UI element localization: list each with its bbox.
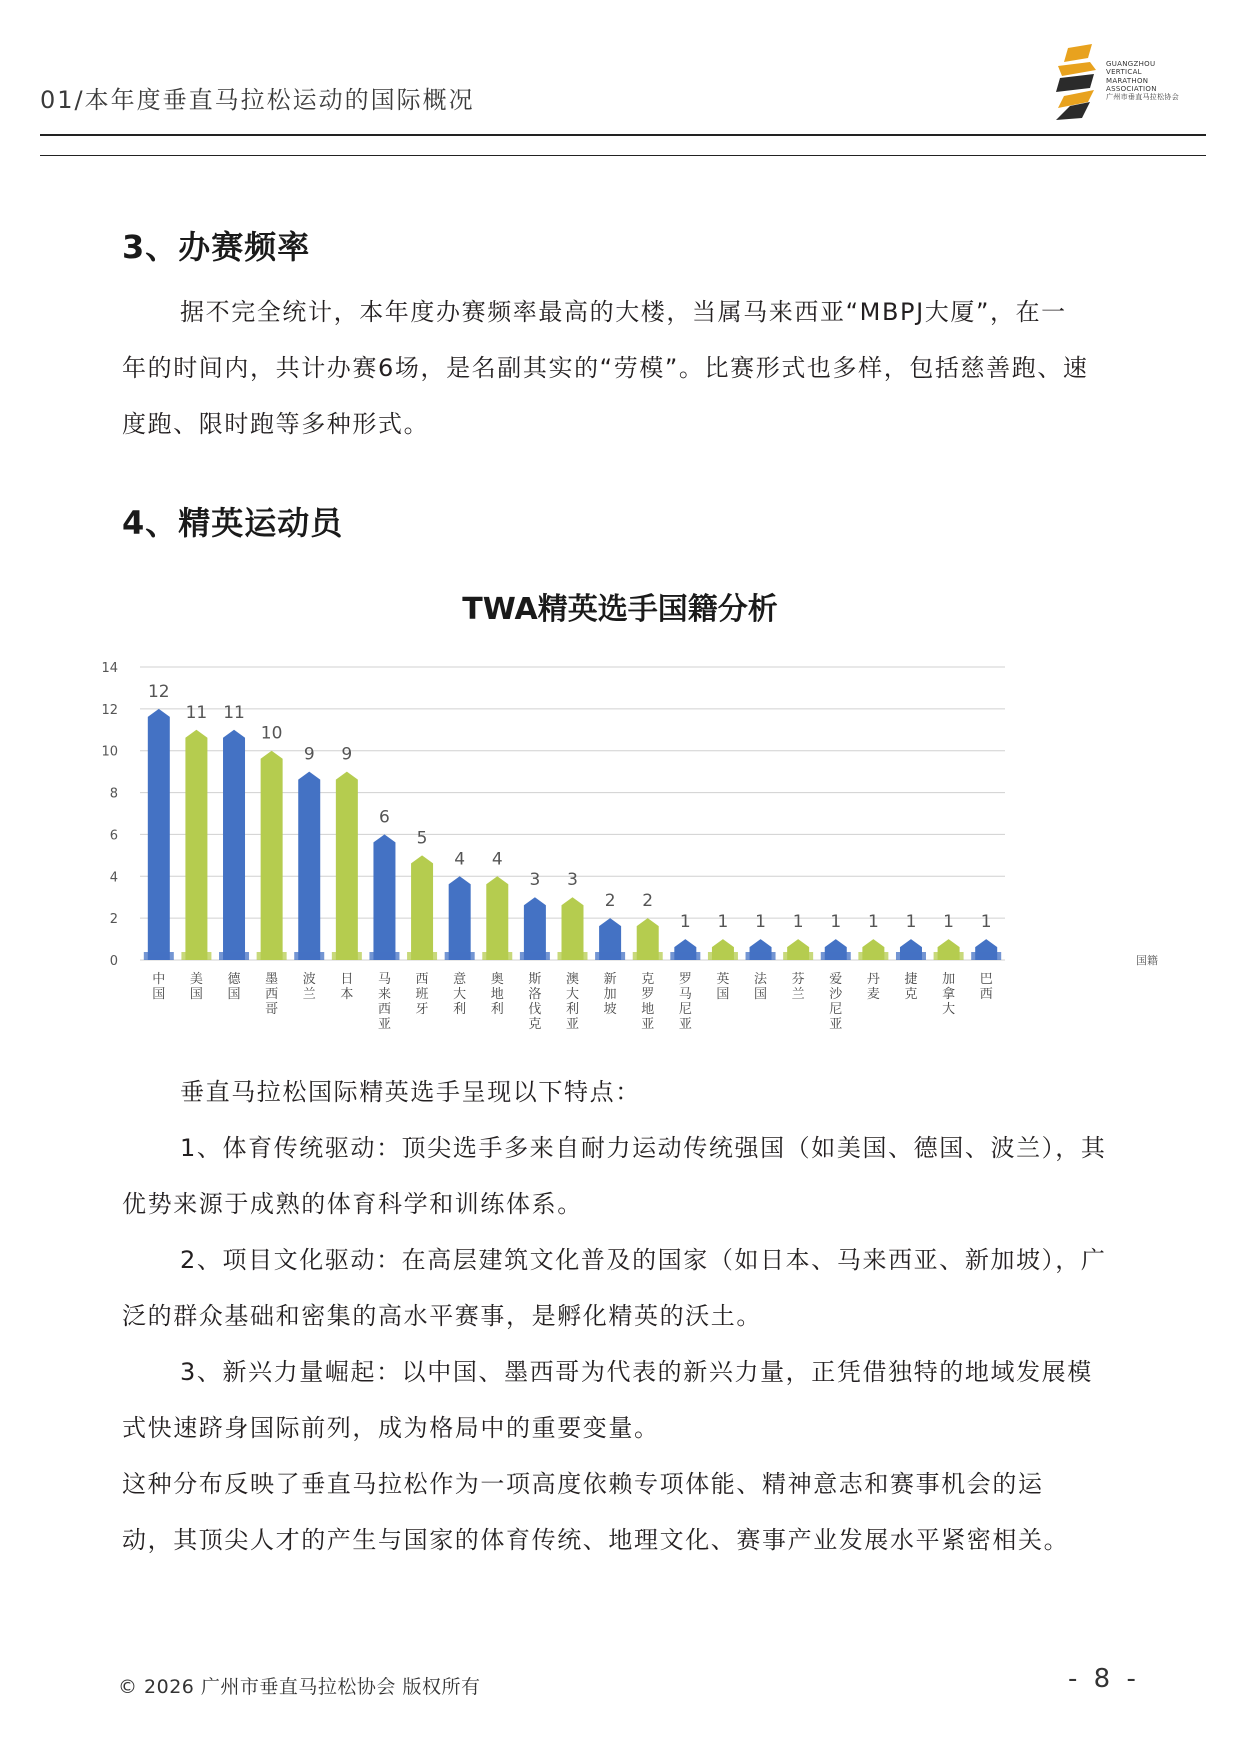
chart-title: TWA精英选手国籍分析 — [462, 592, 778, 627]
nationality-bar-chart — [100, 575, 1160, 1055]
chart-bar — [223, 730, 245, 960]
logo-line: MARATHON — [1106, 76, 1149, 85]
chart-bar-base — [633, 952, 663, 960]
chart-bar-base — [670, 952, 700, 960]
chart-value-label: 1 — [905, 912, 917, 933]
chart-x-tick-label: 美 — [189, 972, 203, 987]
chart-bar — [486, 876, 508, 960]
chart-x-tick-label: 沙 — [829, 987, 843, 1002]
chart-x-tick-label: 利 — [453, 1002, 467, 1017]
chart-bar-base — [858, 952, 888, 960]
chart-x-tick-label: 国 — [227, 987, 241, 1002]
chart-value-label: 3 — [529, 870, 541, 891]
chart-x-tick-label: 奥 — [490, 972, 504, 987]
chart-value-label: 1 — [943, 912, 955, 933]
header-divider — [40, 134, 1206, 136]
analysis-text — [122, 1064, 1112, 1568]
chart-value-label: 11 — [185, 702, 208, 723]
chart-value-label: 12 — [147, 681, 170, 702]
chart-bar-base — [332, 952, 362, 960]
chart-x-tick-label: 法 — [754, 972, 768, 987]
analysis-point-1: 优势来源于成熟的体育科学和训练体系。 — [122, 1190, 583, 1218]
chart-x-tick-label: 利 — [490, 1002, 504, 1017]
chart-x-tick-label: 牙 — [415, 1002, 429, 1017]
paragraph-line: 度跑、限时跑等多种形式。 — [122, 410, 430, 438]
chart-bar-base — [746, 952, 776, 960]
chart-x-tick-label: 西 — [415, 972, 429, 987]
chart-x-tick-label: 爱 — [829, 972, 843, 987]
chart-value-label: 9 — [341, 744, 353, 765]
chart-bar — [148, 709, 170, 960]
chart-x-tick-label: 意 — [453, 972, 467, 987]
chart-x-tick-label: 兰 — [302, 987, 316, 1002]
chart-bar — [336, 772, 358, 960]
chart-value-label: 2 — [642, 891, 654, 912]
chart-x-tick-label: 日 — [340, 972, 354, 987]
chart-x-tick-label: 斯 — [528, 972, 542, 987]
chart-bar-base — [181, 952, 211, 960]
chart-value-label: 1 — [755, 912, 766, 933]
chart-bar — [261, 751, 283, 960]
chart-value-label: 4 — [491, 849, 503, 870]
chart-x-tick-label: 中 — [152, 972, 166, 987]
chart-x-tick-label: 丹 — [866, 972, 880, 987]
footer-copyright: © 2026 广州市垂直马拉松协会 版权所有 — [118, 1676, 481, 1698]
chart-x-tick-label: 亚 — [565, 1017, 580, 1032]
chart-y-axis — [101, 661, 118, 969]
chart-x-tick-label: 国 — [754, 987, 768, 1002]
chart-x-tick-label: 加 — [603, 987, 617, 1002]
chart-bar-base — [783, 952, 813, 960]
chart-x-tick-label: 捷 — [904, 972, 918, 987]
chart-bar-base — [595, 952, 625, 960]
chart-x-tick-label: 大 — [453, 987, 467, 1002]
analysis-point-2: 2、项目文化驱动：在高层建筑文化普及的国家（如日本、马来西亚、新加坡），广 — [180, 1246, 1107, 1274]
header-title: 01/本年度垂直马拉松运动的国际概况 — [40, 86, 475, 114]
chart-bar — [562, 897, 584, 960]
analysis-point-3: 式快速跻身国际前列，成为格局中的重要变量。 — [122, 1414, 660, 1442]
chart-x-tick-label: 克 — [528, 1017, 542, 1032]
chart-x-axis — [152, 971, 992, 1032]
chart-y-tick-label: 12 — [101, 702, 118, 718]
chart-value-label: 10 — [260, 723, 283, 744]
chart-x-tick-label: 洛 — [528, 987, 542, 1002]
chart-x-tick-label: 墨 — [265, 972, 279, 987]
chart-value-label: 1 — [717, 912, 729, 933]
chart-x-tick-label: 克 — [641, 972, 655, 987]
chart-value-label: 9 — [303, 744, 315, 765]
chart-x-tick-label: 西 — [377, 1002, 391, 1017]
chart-x-tick-label: 尼 — [829, 1002, 843, 1017]
section-4-title: 4、精英运动员 — [122, 504, 344, 542]
chart-value-label: 1 — [679, 912, 691, 933]
chart-bar-base — [445, 952, 475, 960]
chart-bar-base — [971, 952, 1001, 960]
chart-x-tick-label: 波 — [302, 972, 316, 987]
chart-x-tick-label: 拿 — [942, 987, 956, 1002]
chart-value-label: 3 — [567, 870, 578, 891]
chart-x-tick-label: 亚 — [829, 1017, 843, 1032]
chart-x-tick-label: 尼 — [678, 1002, 692, 1017]
chart-x-tick-label: 西 — [979, 987, 993, 1002]
logo-line: VERTICAL — [1106, 68, 1142, 77]
chart-x-tick-label: 亚 — [641, 1017, 655, 1032]
chart-x-tick-label: 国 — [716, 987, 730, 1002]
chart-y-tick-label: 8 — [109, 786, 118, 802]
chart-x-tick-label: 芬 — [791, 972, 805, 987]
analysis-conclusion: 这种分布反映了垂直马拉松作为一项高度依赖专项体能、精神意志和赛事机会的运 — [122, 1470, 1044, 1498]
chart-x-tick-label: 来 — [377, 987, 391, 1002]
chart-x-tick-label: 西 — [265, 987, 279, 1002]
analysis-point-3: 3、新兴力量崛起：以中国、墨西哥为代表的新兴力量，正凭借独特的地域发展模 — [180, 1358, 1093, 1386]
chart-x-axis-label: 国籍 — [1136, 954, 1158, 967]
chart-value-label: 1 — [792, 912, 804, 933]
chart-x-tick-label: 地 — [641, 1002, 655, 1017]
chart-bar — [411, 855, 433, 960]
chart-x-tick-label: 国 — [152, 987, 166, 1002]
logo-line: GUANGZHOU — [1106, 60, 1156, 68]
chart-bar — [524, 897, 546, 960]
analysis-intro: 垂直马拉松国际精英选手呈现以下特点： — [180, 1078, 641, 1106]
chart-bar-base — [219, 952, 249, 960]
section-3-paragraph — [122, 284, 1112, 452]
chart-x-tick-label: 罗 — [678, 972, 692, 987]
chart-bar — [298, 772, 320, 960]
analysis-point-1: 1、体育传统驱动：顶尖选手多来自耐力运动传统强国（如美国、德国、波兰），其 — [180, 1134, 1107, 1162]
chart-value-label: 4 — [454, 849, 466, 870]
logo-line: 广州市垂直马拉松协会 — [1106, 93, 1179, 102]
chart-x-tick-label: 英 — [716, 972, 730, 987]
chart-bar-base — [369, 952, 399, 960]
chart-y-tick-label: 10 — [101, 744, 118, 760]
chart-x-tick-label: 本 — [340, 987, 354, 1002]
chart-x-tick-label: 巴 — [979, 972, 993, 987]
chart-y-tick-label: 2 — [109, 912, 118, 928]
chart-x-tick-label: 马 — [678, 987, 692, 1002]
chart-bar-base — [934, 952, 964, 960]
chart-value-label: 5 — [416, 828, 428, 849]
chart-bar-base — [896, 952, 926, 960]
chart-bar — [185, 730, 207, 960]
chart-value-label: 11 — [223, 702, 245, 723]
chart-x-tick-label: 德 — [227, 972, 241, 987]
association-logo — [1050, 44, 1220, 120]
analysis-point-2: 泛的群众基础和密集的高水平赛事，是孵化精英的沃土。 — [122, 1302, 762, 1330]
chart-x-tick-label: 兰 — [791, 987, 805, 1002]
chart-bar-base — [294, 952, 324, 960]
chart-bar-base — [520, 952, 550, 960]
chart-x-tick-label: 伐 — [528, 1002, 542, 1017]
chart-x-tick-label: 哥 — [265, 1002, 279, 1017]
chart-x-tick-label: 新 — [603, 972, 617, 987]
chart-x-tick-label: 麦 — [866, 987, 880, 1002]
chart-bar-base — [821, 952, 851, 960]
chart-value-label: 1 — [830, 912, 842, 933]
chart-x-tick-label: 大 — [565, 987, 580, 1002]
chart-x-tick-label: 班 — [415, 987, 429, 1002]
chart-bar-base — [144, 952, 174, 960]
chart-bar-base — [257, 952, 287, 960]
chart-y-tick-label: 14 — [101, 661, 118, 676]
header-divider — [40, 155, 1206, 156]
chart-y-tick-label: 0 — [109, 954, 118, 969]
chart-bar-base — [482, 952, 512, 960]
chart-x-tick-label: 坡 — [603, 1002, 617, 1017]
chart-value-label: 2 — [604, 891, 616, 912]
chart-bar-base — [708, 952, 738, 960]
chart-canvas — [100, 575, 1160, 1055]
chart-x-tick-label: 地 — [490, 987, 504, 1002]
chart-bar-base — [407, 952, 437, 960]
chart-bar-base — [558, 952, 588, 960]
chart-y-tick-label: 6 — [109, 828, 118, 844]
logo-text — [1106, 60, 1179, 101]
chart-x-tick-label: 利 — [565, 1002, 580, 1017]
logo-mark-icon — [1050, 44, 1110, 120]
chart-value-label: 1 — [980, 912, 992, 933]
chart-x-tick-label: 罗 — [641, 987, 655, 1002]
analysis-conclusion: 动，其顶尖人才的产生与国家的体育传统、地理文化、赛事产业发展水平紧密相关。 — [122, 1526, 1070, 1554]
chart-x-tick-label: 马 — [377, 972, 391, 987]
chart-y-tick-label: 4 — [109, 870, 118, 886]
chart-x-tick-label: 澳 — [565, 972, 580, 987]
chart-x-tick-label: 大 — [942, 1002, 956, 1017]
chart-x-tick-label: 亚 — [377, 1017, 391, 1032]
paragraph-line: 据不完全统计，本年度办赛频率最高的大楼，当属马来西亚“MBPJ大厦”，在一 — [180, 298, 1067, 326]
page-number: - 8 - — [1068, 1664, 1140, 1694]
paragraph-line: 年的时间内，共计办赛6场，是名副其实的“劳模”。比赛形式也多样，包括慈善跑、速 — [122, 354, 1089, 382]
chart-bar — [373, 834, 395, 960]
chart-value-label: 1 — [867, 912, 879, 933]
chart-x-tick-label: 国 — [189, 987, 203, 1002]
chart-x-tick-label: 加 — [942, 972, 956, 987]
section-3-title: 3、办赛频率 — [122, 228, 311, 266]
chart-x-tick-label: 克 — [904, 987, 918, 1002]
logo-line: ASSOCIATION — [1106, 84, 1157, 93]
chart-x-tick-label: 亚 — [678, 1017, 692, 1032]
chart-value-label: 6 — [379, 807, 390, 828]
chart-bar — [449, 876, 471, 960]
